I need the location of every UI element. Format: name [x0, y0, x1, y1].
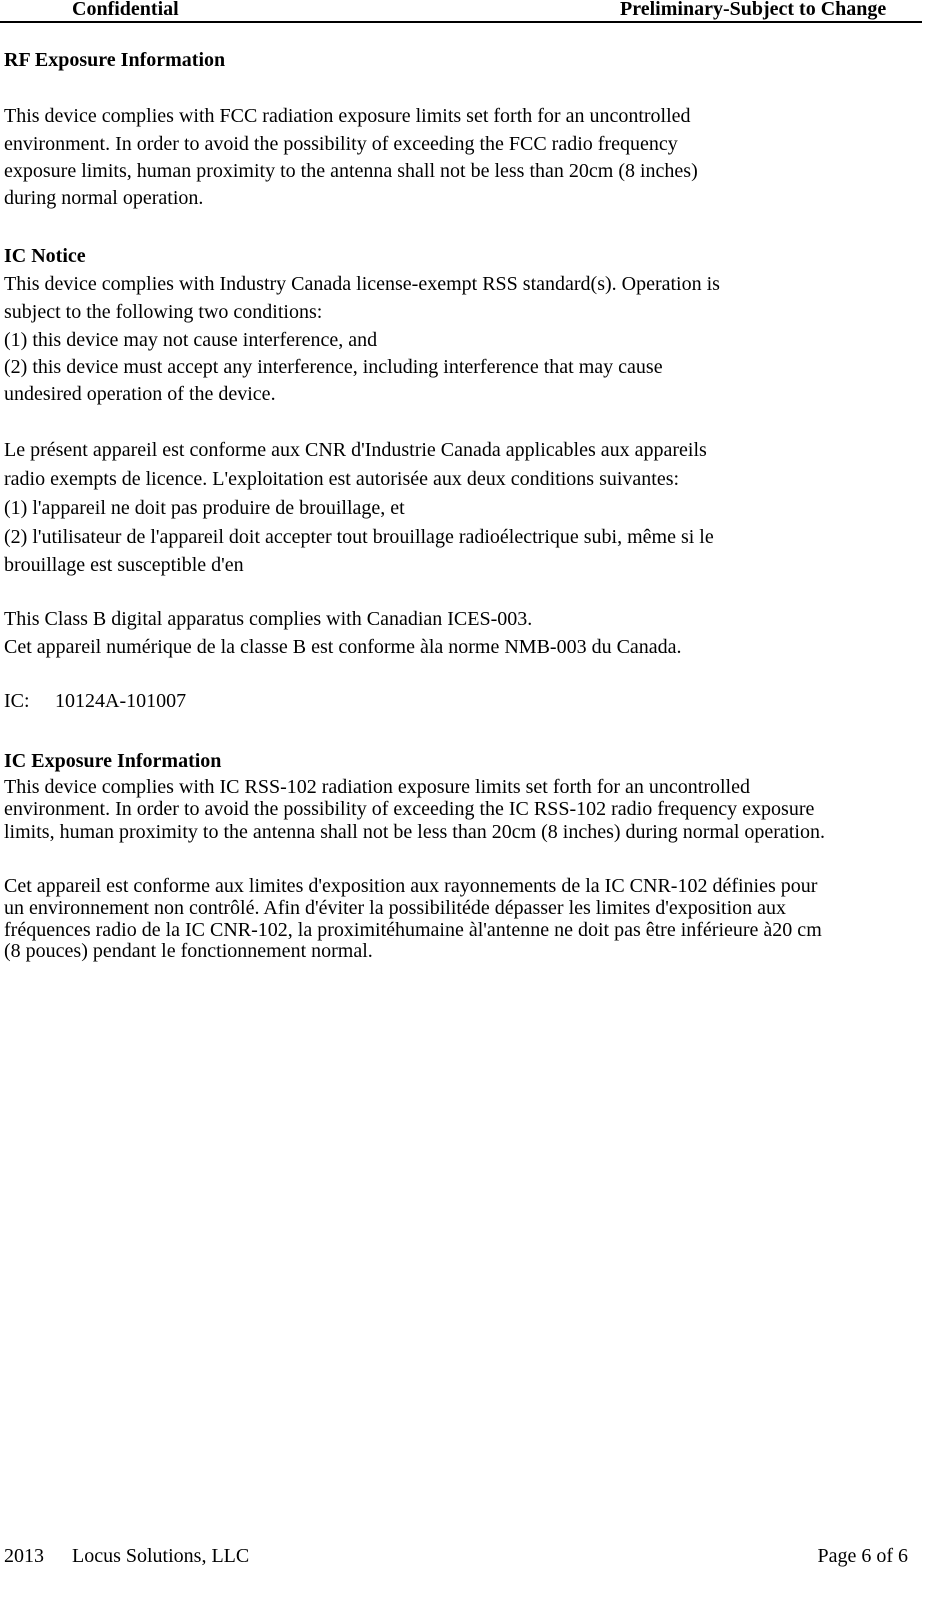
ic-notice-heading: IC Notice: [4, 245, 86, 267]
ic-label: IC:: [4, 690, 30, 712]
paragraph-line: Le présent appareil est conforme aux CNR d'Industrie Canada applicables aux appareils: [4, 439, 707, 461]
paragraph-line: This Class B digital apparatus complies with Canadian ICES-003.: [4, 608, 533, 630]
paragraph-line: Cet appareil numérique de la classe B est conforme àla norme NMB-003 du Canada.: [4, 636, 682, 658]
paragraph-line: (1) l'appareil ne doit pas produire de brouillage, et: [4, 497, 405, 519]
paragraph-line: brouillage est susceptible d'en: [4, 554, 244, 576]
paragraph-line: This device complies with Industry Canada license-exempt RSS standard(s). Operation is: [4, 273, 720, 295]
paragraph-line: fréquences radio de la IC CNR-102, la proximitéhumaine àl'antenne ne doit pas être inférieure à20 cm: [4, 919, 822, 941]
paragraph-line: environment. In order to avoid the possibility of exceeding the FCC radio frequency: [4, 133, 678, 155]
ic-number: 10124A-101007: [55, 690, 187, 712]
footer-company: Locus Solutions, LLC: [72, 1545, 250, 1567]
footer-year: 2013: [4, 1545, 44, 1567]
paragraph-line: (2) this device must accept any interference, including interference that may cause: [4, 356, 663, 378]
paragraph-line: (8 pouces) pendant le fonctionnement normal.: [4, 940, 373, 962]
paragraph-line: limits, human proximity to the antenna shall not be less than 20cm (8 inches) during normal operation.: [4, 821, 825, 843]
ic-exposure-heading: IC Exposure Information: [4, 750, 222, 772]
header-rule: [0, 21, 922, 23]
header-confidential: Confidential: [72, 0, 179, 20]
paragraph-line: exposure limits, human proximity to the antenna shall not be less than 20cm (8 inches): [4, 160, 698, 182]
paragraph-line: This device complies with FCC radiation exposure limits set forth for an uncontrolled: [4, 105, 691, 127]
paragraph-line: environment. In order to avoid the possibility of exceeding the IC RSS-102 radio frequency exposure: [4, 798, 815, 820]
paragraph-line: (2) l'utilisateur de l'appareil doit accepter tout brouillage radioélectrique subi, même si le: [4, 526, 714, 548]
paragraph-line: subject to the following two conditions:: [4, 301, 323, 323]
paragraph-line: This device complies with IC RSS-102 radiation exposure limits set forth for an uncontrolled: [4, 776, 750, 798]
paragraph-line: during normal operation.: [4, 187, 204, 209]
header-preliminary: Preliminary-Subject to Change: [620, 0, 887, 20]
paragraph-line: (1) this device may not cause interference, and: [4, 329, 378, 351]
footer-page-number: Page 6 of 6: [817, 1545, 908, 1567]
paragraph-line: un environnement non contrôlé. Afin d'éviter la possibilitéde dépasser les limites d'exposition aux: [4, 897, 787, 919]
paragraph-line: undesired operation of the device.: [4, 383, 276, 405]
paragraph-line: Cet appareil est conforme aux limites d'exposition aux rayonnements de la IC CNR-102 définies pour: [4, 875, 818, 897]
rf-exposure-heading: RF Exposure Information: [4, 49, 226, 71]
paragraph-line: radio exempts de licence. L'exploitation est autorisée aux deux conditions suivantes:: [4, 468, 680, 490]
